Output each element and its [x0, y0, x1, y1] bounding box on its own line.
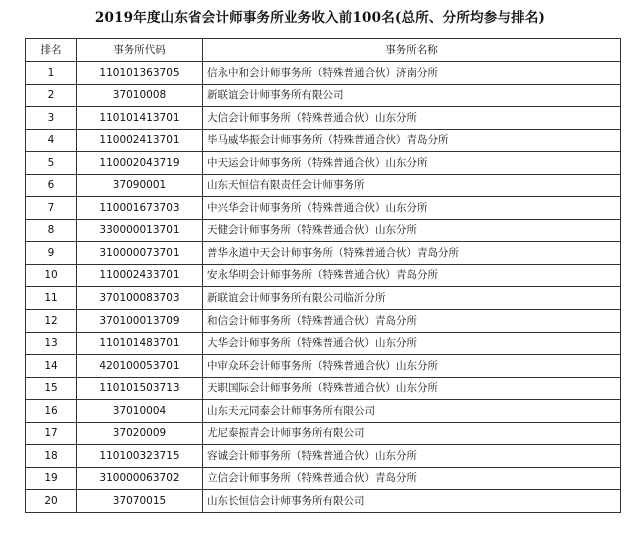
table-row — [26, 264, 621, 287]
rank-cell: 6 — [26, 174, 77, 197]
name-cell: 和信会计师事务所（特殊普通合伙）青岛分所 — [203, 310, 621, 333]
rank-cell: 20 — [26, 490, 77, 513]
table-row — [26, 377, 621, 400]
rank-cell: 2 — [26, 84, 77, 107]
name-cell: 新联谊会计师事务所有限公司 — [203, 84, 621, 107]
code-cell: 110101503713 — [77, 377, 203, 400]
table-row — [26, 174, 621, 197]
name-cell: 立信会计师事务所（特殊普通合伙）青岛分所 — [203, 467, 621, 490]
rank-cell: 18 — [26, 445, 77, 468]
name-cell: 新联谊会计师事务所有限公司临沂分所 — [203, 287, 621, 310]
rank-cell: 13 — [26, 332, 77, 355]
header-name: 事务所名称 — [203, 39, 621, 62]
code-cell: 110002043719 — [77, 152, 203, 175]
rank-cell: 15 — [26, 377, 77, 400]
code-cell: 110002433701 — [77, 264, 203, 287]
name-cell: 大华会计师事务所（特殊普通合伙）山东分所 — [203, 332, 621, 355]
code-cell: 37010004 — [77, 400, 203, 423]
table-row — [26, 355, 621, 378]
table-row — [26, 287, 621, 310]
code-cell: 110002413701 — [77, 129, 203, 152]
rank-cell: 4 — [26, 129, 77, 152]
rank-cell: 12 — [26, 310, 77, 333]
code-cell: 37020009 — [77, 422, 203, 445]
table-header-row — [26, 39, 621, 62]
name-cell: 普华永道中天会计师事务所（特殊普通合伙）青岛分所 — [203, 242, 621, 265]
table-row — [26, 242, 621, 265]
table-row — [26, 422, 621, 445]
code-cell: 110001673703 — [77, 197, 203, 220]
rank-cell: 5 — [26, 152, 77, 175]
rank-cell: 11 — [26, 287, 77, 310]
header-rank: 排名 — [26, 39, 77, 62]
code-cell: 110100323715 — [77, 445, 203, 468]
code-cell: 37070015 — [77, 490, 203, 513]
name-cell: 山东天恒信有限责任会计师事务所 — [203, 174, 621, 197]
name-cell: 容诚会计师事务所（特殊普通合伙）山东分所 — [203, 445, 621, 468]
ranking-table — [25, 38, 621, 513]
name-cell: 尤尼泰振青会计师事务所有限公司 — [203, 422, 621, 445]
rank-cell: 8 — [26, 219, 77, 242]
table-row — [26, 84, 621, 107]
table-row — [26, 197, 621, 220]
document-title: 2019年度山东省会计师事务所业务收入前100名(总所、分所均参与排名) — [94, 10, 546, 26]
rank-cell: 7 — [26, 197, 77, 220]
rank-cell: 16 — [26, 400, 77, 423]
table-row — [26, 400, 621, 423]
code-cell: 37010008 — [77, 84, 203, 107]
rank-cell: 3 — [26, 107, 77, 130]
code-cell: 110101483701 — [77, 332, 203, 355]
rank-cell: 14 — [26, 355, 77, 378]
table-row — [26, 310, 621, 333]
name-cell: 大信会计师事务所（特殊普通合伙）山东分所 — [203, 107, 621, 130]
code-cell: 110101363705 — [77, 62, 203, 85]
table-row — [26, 332, 621, 355]
code-cell: 370100083703 — [77, 287, 203, 310]
name-cell: 山东长恒信会计师事务所有限公司 — [203, 490, 621, 513]
rank-cell: 9 — [26, 242, 77, 265]
table-row — [26, 467, 621, 490]
rank-cell: 17 — [26, 422, 77, 445]
name-cell: 天职国际会计师事务所（特殊普通合伙）山东分所 — [203, 377, 621, 400]
name-cell: 安永华明会计师事务所（特殊普通合伙）青岛分所 — [203, 264, 621, 287]
name-cell: 中兴华会计师事务所（特殊普通合伙）山东分所 — [203, 197, 621, 220]
code-cell: 310000073701 — [77, 242, 203, 265]
rank-cell: 10 — [26, 264, 77, 287]
code-cell: 330000013701 — [77, 219, 203, 242]
rank-cell: 1 — [26, 62, 77, 85]
table-row — [26, 107, 621, 130]
table-row — [26, 62, 621, 85]
table-row — [26, 490, 621, 513]
name-cell: 天健会计师事务所（特殊普通合伙）山东分所 — [203, 219, 621, 242]
header-code: 事务所代码 — [77, 39, 203, 62]
code-cell: 310000063702 — [77, 467, 203, 490]
code-cell: 420100053701 — [77, 355, 203, 378]
rank-cell: 19 — [26, 467, 77, 490]
name-cell: 毕马威华振会计师事务所（特殊普通合伙）青岛分所 — [203, 129, 621, 152]
code-cell: 110101413701 — [77, 107, 203, 130]
table-row — [26, 219, 621, 242]
code-cell: 370100013709 — [77, 310, 203, 333]
name-cell: 中审众环会计师事务所（特殊普通合伙）山东分所 — [203, 355, 621, 378]
name-cell: 中天运会计师事务所（特殊普通合伙）山东分所 — [203, 152, 621, 175]
table-row — [26, 129, 621, 152]
table-row — [26, 445, 621, 468]
code-cell: 37090001 — [77, 174, 203, 197]
table-row — [26, 152, 621, 175]
name-cell: 信永中和会计师事务所（特殊普通合伙）济南分所 — [203, 62, 621, 85]
name-cell: 山东天元同泰会计师事务所有限公司 — [203, 400, 621, 423]
